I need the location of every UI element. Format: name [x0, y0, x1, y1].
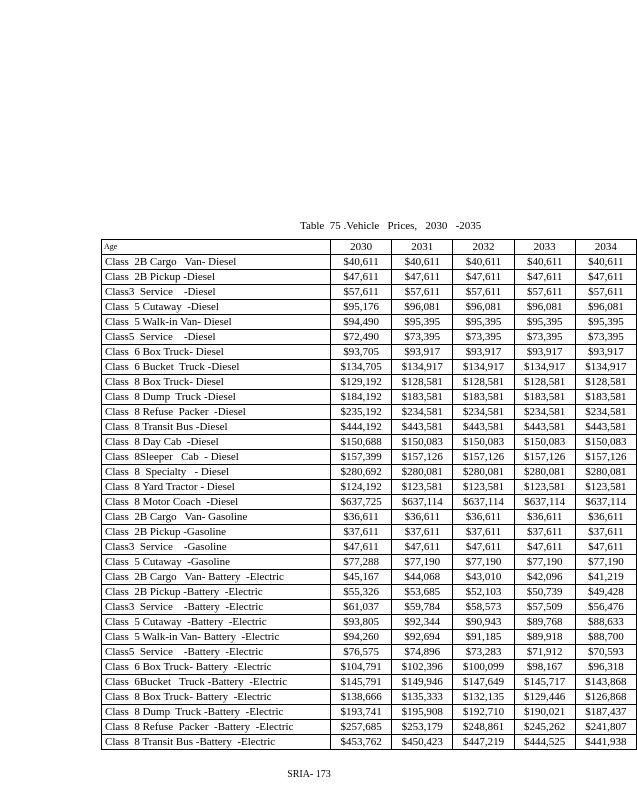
price-cell: $135,333 [392, 690, 453, 705]
table-row [102, 660, 637, 675]
price-cell: $37,611 [453, 525, 514, 540]
price-cell: $195,908 [392, 705, 453, 720]
price-cell: $150,688 [331, 435, 392, 450]
price-cell: $280,081 [453, 465, 514, 480]
table-row [102, 540, 637, 555]
price-cell: $157,126 [392, 450, 453, 465]
table-row [102, 735, 637, 750]
price-cell: $637,114 [575, 495, 636, 510]
price-cell: $57,611 [575, 285, 636, 300]
table-row [102, 435, 637, 450]
price-cell: $47,611 [453, 270, 514, 285]
vehicle-name-cell: Class 8 Box Truck- Battery -Electric [102, 690, 331, 705]
price-cell: $73,283 [453, 645, 514, 660]
price-cell: $134,917 [575, 360, 636, 375]
price-cell: $57,509 [514, 600, 575, 615]
price-cell: $234,581 [514, 405, 575, 420]
price-cell: $145,791 [331, 675, 392, 690]
vehicle-name-cell: Class 8 Specialty - Diesel [102, 465, 331, 480]
price-cell: $129,446 [514, 690, 575, 705]
table-row [102, 525, 637, 540]
price-cell: $443,581 [514, 420, 575, 435]
price-cell: $234,581 [392, 405, 453, 420]
price-cell: $235,192 [331, 405, 392, 420]
price-cell: $443,581 [453, 420, 514, 435]
table-header-row [102, 240, 637, 255]
price-cell: $245,262 [514, 720, 575, 735]
price-cell: $93,805 [331, 615, 392, 630]
table-row [102, 255, 637, 270]
header-year-cell: 2033 [514, 240, 575, 255]
table-title: Table 75 .Vehicle Prices, 2030 -2035 [300, 220, 482, 232]
price-cell: $95,395 [514, 315, 575, 330]
price-cell: $47,611 [514, 540, 575, 555]
price-cell: $37,611 [331, 525, 392, 540]
price-cell: $193,741 [331, 705, 392, 720]
table-row [102, 510, 637, 525]
price-cell: $89,768 [514, 615, 575, 630]
price-cell: $40,611 [331, 255, 392, 270]
price-cell: $47,611 [331, 540, 392, 555]
price-cell: $257,685 [331, 720, 392, 735]
price-cell: $71,912 [514, 645, 575, 660]
price-cell: $77,190 [514, 555, 575, 570]
table-row [102, 630, 637, 645]
price-cell: $74,896 [392, 645, 453, 660]
price-cell: $444,192 [331, 420, 392, 435]
price-cell: $73,395 [453, 330, 514, 345]
table-row [102, 690, 637, 705]
price-cell: $95,395 [453, 315, 514, 330]
price-cell: $187,437 [575, 705, 636, 720]
price-cell: $280,692 [331, 465, 392, 480]
price-cell: $36,611 [575, 510, 636, 525]
table-row [102, 495, 637, 510]
vehicle-name-cell: Class 5 Cutaway -Battery -Electric [102, 615, 331, 630]
price-cell: $138,666 [331, 690, 392, 705]
price-table-container [101, 239, 627, 751]
price-cell: $42,096 [514, 570, 575, 585]
price-cell: $150,083 [575, 435, 636, 450]
price-cell: $453,762 [331, 735, 392, 750]
vehicle-name-cell: Class 2B Pickup -Battery -Electric [102, 585, 331, 600]
vehicle-name-cell: Class5 Service -Diesel [102, 330, 331, 345]
vehicle-name-cell: Class 6 Box Truck- Diesel [102, 345, 331, 360]
price-cell: $134,917 [453, 360, 514, 375]
price-cell: $47,611 [331, 270, 392, 285]
vehicle-name-cell: Class3 Service -Diesel [102, 285, 331, 300]
vehicle-name-cell: Class 8 Motor Coach -Diesel [102, 495, 331, 510]
vehicle-price-table [101, 239, 637, 750]
price-cell: $95,395 [575, 315, 636, 330]
vehicle-name-cell: Class 2B Cargo Van- Battery -Electric [102, 570, 331, 585]
table-row [102, 705, 637, 720]
price-cell: $184,192 [331, 390, 392, 405]
price-cell: $96,318 [575, 660, 636, 675]
price-cell: $129,192 [331, 375, 392, 390]
price-cell: $143,868 [575, 675, 636, 690]
table-row [102, 360, 637, 375]
vehicle-name-cell: Class3 Service -Gasoline [102, 540, 331, 555]
price-cell: $280,081 [392, 465, 453, 480]
vehicle-name-cell: Class 8 Dump Truck -Battery -Electric [102, 705, 331, 720]
table-row [102, 645, 637, 660]
price-cell: $444,525 [514, 735, 575, 750]
table-row [102, 300, 637, 315]
price-cell: $128,581 [514, 375, 575, 390]
price-cell: $128,581 [392, 375, 453, 390]
table-row [102, 585, 637, 600]
price-cell: $55,326 [331, 585, 392, 600]
vehicle-name-cell: Class 8 Yard Tractor - Diesel [102, 480, 331, 495]
price-cell: $447,219 [453, 735, 514, 750]
price-cell: $96,081 [575, 300, 636, 315]
table-row [102, 615, 637, 630]
price-cell: $41,219 [575, 570, 636, 585]
price-cell: $93,917 [514, 345, 575, 360]
page-footer: SRIA- 173 [287, 769, 331, 780]
price-cell: $124,192 [331, 480, 392, 495]
price-cell: $94,260 [331, 630, 392, 645]
price-cell: $47,611 [392, 270, 453, 285]
vehicle-name-cell: Class 2B Cargo Van- Gasoline [102, 510, 331, 525]
price-cell: $132,135 [453, 690, 514, 705]
vehicle-name-cell: Class 2B Cargo Van- Diesel [102, 255, 331, 270]
price-cell: $96,081 [453, 300, 514, 315]
price-cell: $40,611 [575, 255, 636, 270]
price-cell: $123,581 [575, 480, 636, 495]
price-cell: $190,021 [514, 705, 575, 720]
price-cell: $44,068 [392, 570, 453, 585]
price-cell: $57,611 [392, 285, 453, 300]
vehicle-name-cell: Class 8 Transit Bus -Diesel [102, 420, 331, 435]
price-cell: $61,037 [331, 600, 392, 615]
price-cell: $253,179 [392, 720, 453, 735]
price-cell: $94,490 [331, 315, 392, 330]
price-cell: $123,581 [514, 480, 575, 495]
price-cell: $36,611 [331, 510, 392, 525]
price-cell: $441,938 [575, 735, 636, 750]
table-row [102, 675, 637, 690]
price-cell: $47,611 [453, 540, 514, 555]
price-cell: $49,428 [575, 585, 636, 600]
price-cell: $96,081 [392, 300, 453, 315]
table-row [102, 330, 637, 345]
price-cell: $183,581 [392, 390, 453, 405]
price-cell: $157,126 [514, 450, 575, 465]
vehicle-name-cell: Class 5 Walk-in Van- Battery -Electric [102, 630, 331, 645]
price-cell: $150,083 [514, 435, 575, 450]
table-row [102, 375, 637, 390]
table-row [102, 315, 637, 330]
table-row [102, 285, 637, 300]
vehicle-name-cell: Class 6Bucket Truck -Battery -Electric [102, 675, 331, 690]
price-cell: $241,807 [575, 720, 636, 735]
price-cell: $90,943 [453, 615, 514, 630]
vehicle-name-cell: Class 5 Cutaway -Gasoline [102, 555, 331, 570]
vehicle-name-cell: Class 6 Bucket Truck -Diesel [102, 360, 331, 375]
vehicle-name-cell: Class 5 Cutaway -Diesel [102, 300, 331, 315]
vehicle-name-cell: Class3 Service -Battery -Electric [102, 600, 331, 615]
price-cell: $134,917 [514, 360, 575, 375]
price-cell: $40,611 [514, 255, 575, 270]
price-cell: $637,114 [514, 495, 575, 510]
price-cell: $57,611 [331, 285, 392, 300]
price-cell: $37,611 [392, 525, 453, 540]
header-year-cell: 2032 [453, 240, 514, 255]
price-cell: $128,581 [453, 375, 514, 390]
price-cell: $59,784 [392, 600, 453, 615]
price-cell: $45,167 [331, 570, 392, 585]
vehicle-name-cell: Class 2B Pickup -Gasoline [102, 525, 331, 540]
price-cell: $73,395 [392, 330, 453, 345]
price-cell: $192,710 [453, 705, 514, 720]
price-cell: $126,868 [575, 690, 636, 705]
price-cell: $100,099 [453, 660, 514, 675]
price-cell: $47,611 [392, 540, 453, 555]
price-cell: $43,010 [453, 570, 514, 585]
price-cell: $157,399 [331, 450, 392, 465]
price-cell: $53,685 [392, 585, 453, 600]
price-cell: $157,126 [453, 450, 514, 465]
price-cell: $637,725 [331, 495, 392, 510]
price-cell: $50,739 [514, 585, 575, 600]
vehicle-name-cell: Class 8Sleeper Cab - Diesel [102, 450, 331, 465]
price-cell: $95,395 [392, 315, 453, 330]
vehicle-name-cell: Class5 Service -Battery -Electric [102, 645, 331, 660]
table-row [102, 720, 637, 735]
price-cell: $183,581 [514, 390, 575, 405]
table-row [102, 570, 637, 585]
header-year-cell: 2030 [331, 240, 392, 255]
price-cell: $157,126 [575, 450, 636, 465]
price-cell: $98,167 [514, 660, 575, 675]
price-cell: $93,705 [331, 345, 392, 360]
price-cell: $56,476 [575, 600, 636, 615]
price-cell: $234,581 [575, 405, 636, 420]
price-cell: $183,581 [453, 390, 514, 405]
price-cell: $77,288 [331, 555, 392, 570]
price-cell: $280,081 [575, 465, 636, 480]
vehicle-name-cell: Class 8 Refuse Packer -Diesel [102, 405, 331, 420]
price-cell: $95,176 [331, 300, 392, 315]
price-cell: $77,190 [575, 555, 636, 570]
price-cell: $150,083 [392, 435, 453, 450]
price-cell: $40,611 [453, 255, 514, 270]
price-cell: $102,396 [392, 660, 453, 675]
price-cell: $73,395 [575, 330, 636, 345]
price-cell: $36,611 [453, 510, 514, 525]
price-cell: $104,791 [331, 660, 392, 675]
price-cell: $150,083 [453, 435, 514, 450]
price-cell: $77,190 [392, 555, 453, 570]
price-cell: $248,861 [453, 720, 514, 735]
price-cell: $58,573 [453, 600, 514, 615]
price-cell: $149,946 [392, 675, 453, 690]
price-cell: $88,633 [575, 615, 636, 630]
table-row [102, 420, 637, 435]
price-cell: $57,611 [514, 285, 575, 300]
vehicle-name-cell: Class 8 Transit Bus -Battery -Electric [102, 735, 331, 750]
price-cell: $128,581 [575, 375, 636, 390]
price-cell: $93,917 [392, 345, 453, 360]
vehicle-name-cell: Class 5 Walk-in Van- Diesel [102, 315, 331, 330]
table-row [102, 480, 637, 495]
price-cell: $92,344 [392, 615, 453, 630]
price-cell: $73,395 [514, 330, 575, 345]
price-cell: $134,705 [331, 360, 392, 375]
price-cell: $443,581 [392, 420, 453, 435]
price-cell: $88,700 [575, 630, 636, 645]
table-row [102, 600, 637, 615]
price-cell: $36,611 [514, 510, 575, 525]
price-cell: $89,918 [514, 630, 575, 645]
price-cell: $77,190 [453, 555, 514, 570]
price-cell: $70,593 [575, 645, 636, 660]
price-cell: $183,581 [575, 390, 636, 405]
price-cell: $637,114 [392, 495, 453, 510]
vehicle-name-cell: Class 2B Pickup -Diesel [102, 270, 331, 285]
price-cell: $47,611 [514, 270, 575, 285]
price-cell: $93,917 [575, 345, 636, 360]
table-row [102, 345, 637, 360]
price-cell: $40,611 [392, 255, 453, 270]
vehicle-name-cell: Class 6 Box Truck- Battery -Electric [102, 660, 331, 675]
price-cell: $637,114 [453, 495, 514, 510]
table-row [102, 270, 637, 285]
price-cell: $52,103 [453, 585, 514, 600]
price-cell: $280,081 [514, 465, 575, 480]
price-cell: $123,581 [392, 480, 453, 495]
price-cell: $234,581 [453, 405, 514, 420]
price-cell: $96,081 [514, 300, 575, 315]
price-cell: $93,917 [453, 345, 514, 360]
vehicle-name-cell: Class 8 Box Truck- Diesel [102, 375, 331, 390]
price-cell: $37,611 [514, 525, 575, 540]
price-cell: $450,423 [392, 735, 453, 750]
price-cell: $47,611 [575, 270, 636, 285]
price-cell: $47,611 [575, 540, 636, 555]
vehicle-name-cell: Class 8 Refuse Packer -Battery -Electric [102, 720, 331, 735]
price-cell: $134,917 [392, 360, 453, 375]
vehicle-name-cell: Class 8 Dump Truck -Diesel [102, 390, 331, 405]
price-cell: $57,611 [453, 285, 514, 300]
price-cell: $37,611 [575, 525, 636, 540]
price-cell: $123,581 [453, 480, 514, 495]
price-cell: $76,575 [331, 645, 392, 660]
header-label-cell: Age [102, 240, 331, 255]
price-cell: $91,185 [453, 630, 514, 645]
price-cell: $92,694 [392, 630, 453, 645]
table-row [102, 555, 637, 570]
header-year-cell: 2031 [392, 240, 453, 255]
table-row [102, 465, 637, 480]
price-cell: $443,581 [575, 420, 636, 435]
price-cell: $36,611 [392, 510, 453, 525]
table-row [102, 450, 637, 465]
price-cell: $145,717 [514, 675, 575, 690]
price-cell: $147,649 [453, 675, 514, 690]
header-year-cell: 2034 [575, 240, 636, 255]
table-row [102, 390, 637, 405]
price-cell: $72,490 [331, 330, 392, 345]
table-row [102, 405, 637, 420]
vehicle-name-cell: Class 8 Day Cab -Diesel [102, 435, 331, 450]
